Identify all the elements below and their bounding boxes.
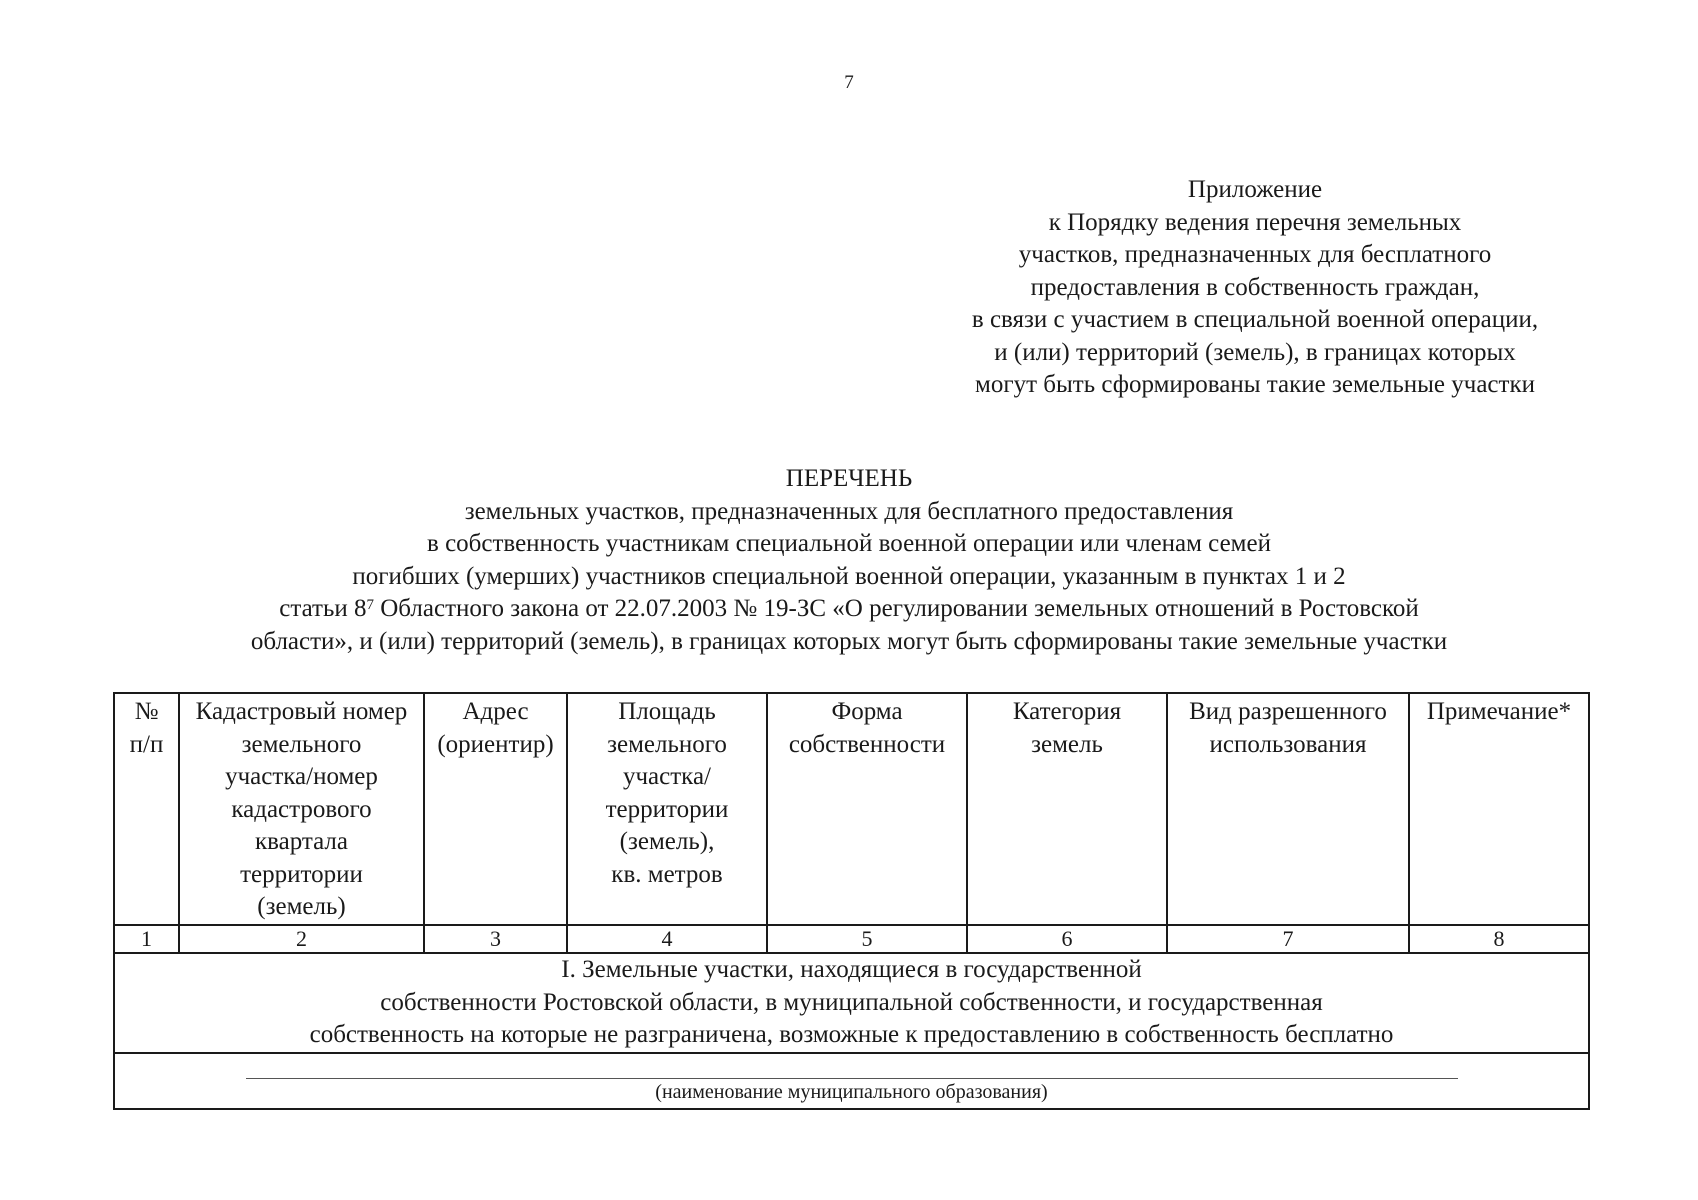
- appendix-line: Приложение: [1187, 176, 1323, 203]
- section-title-line: I. Земельные участки, находящиеся в государственной: [561, 956, 1142, 983]
- header-text: (ориентир): [437, 730, 554, 758]
- column-number: 1: [114, 925, 179, 953]
- title-line-part: Областного закона от 22.07.2003 № 19-ЗС «О регулировании земельных отношений в Ростовской: [374, 595, 1419, 622]
- appendix-line: к Порядку ведения перечня земельных: [1048, 208, 1462, 236]
- column-number-row: [114, 925, 1589, 953]
- header-text: территории: [240, 860, 363, 888]
- header-cell-cadastral: [179, 693, 424, 925]
- header-text: земельного: [241, 730, 362, 758]
- header-text: земель: [1031, 730, 1103, 758]
- column-number: 5: [767, 925, 967, 953]
- column-number: 3: [424, 925, 567, 953]
- appendix-line: предоставления в собственность граждан,: [1030, 273, 1480, 301]
- header-cell-address: [424, 693, 567, 925]
- header-text: собственности: [788, 730, 946, 758]
- header-text: Площадь: [618, 698, 716, 725]
- municipality-cell: [114, 1053, 1589, 1109]
- title-heading: ПЕРЕЧЕНЬ: [785, 465, 913, 492]
- header-cell-note: [1409, 693, 1589, 925]
- appendix-line: могут быть сформированы такие земельные участки: [975, 371, 1535, 398]
- column-number: 7: [1167, 925, 1409, 953]
- header-text: Вид разрешенного: [1189, 698, 1387, 725]
- header-text: использования: [1209, 730, 1367, 758]
- header-cell-category: [967, 693, 1167, 925]
- title-line-part: статьи 8: [279, 595, 367, 622]
- header-text: квартала: [254, 828, 348, 855]
- header-text: Кадастровый номер: [195, 698, 408, 725]
- header-text: (земель): [257, 893, 346, 920]
- header-cell-ownership: [767, 693, 967, 925]
- section-row: [114, 953, 1589, 1053]
- header-text: кадастрового: [231, 795, 372, 823]
- header-text: земельного: [607, 730, 727, 758]
- header-cell-area: [567, 693, 767, 925]
- header-text: Категория: [1012, 698, 1122, 725]
- land-plots-table: [113, 692, 1590, 1110]
- header-text: участка/номер: [225, 763, 378, 790]
- section-title-line: собственность на которые не разграничена, возможные к предоставлению в собственность бесплатно: [309, 1021, 1394, 1048]
- column-number: 4: [567, 925, 767, 953]
- column-number: 2: [179, 925, 424, 953]
- document-title: [0, 463, 1698, 658]
- column-number: 6: [967, 925, 1167, 953]
- header-text: Адрес: [462, 698, 529, 725]
- header-text: участка/: [622, 763, 711, 790]
- appendix-line: и (или) территорий (земель), в границах которых: [994, 338, 1516, 366]
- municipality-row: [114, 1053, 1589, 1109]
- header-row: [114, 693, 1589, 925]
- title-line: области», и (или) территорий (земель), в границах которых могут быть сформированы такие земельные участки: [250, 627, 1448, 655]
- title-line: в собственность участникам специальной военной операции или членам семей: [427, 530, 1271, 557]
- header-text: территории: [605, 795, 729, 823]
- appendix-line: участков, предназначенных для бесплатного: [1018, 241, 1492, 268]
- header-text: кв. метров: [611, 860, 723, 888]
- section-title: [114, 953, 1589, 1053]
- municipality-caption: (наименование муниципального образования): [655, 1080, 1048, 1103]
- appendix-reference: [905, 174, 1605, 402]
- column-number: 8: [1409, 925, 1589, 953]
- header-cell-number: [114, 693, 179, 925]
- title-line: погибших (умерших) участников специальной военной операции, указанным в пунктах 1 и 2: [352, 562, 1346, 590]
- title-superscript: 7: [366, 597, 374, 613]
- header-text: Форма: [831, 698, 903, 725]
- header-text: Примечание*: [1426, 698, 1572, 725]
- header-text: №: [134, 698, 159, 725]
- header-text: (земель),: [619, 828, 715, 855]
- appendix-line: в связи с участием в специальной военной операции,: [971, 306, 1539, 333]
- section-title-line: собственности Ростовской области, в муниципальной собственности, и государственная: [380, 988, 1323, 1016]
- title-line: [0, 593, 1698, 626]
- page-number: 7: [844, 72, 854, 93]
- title-line: земельных участков, предназначенных для бесплатного предоставления: [464, 497, 1234, 525]
- header-text: п/п: [129, 730, 164, 758]
- header-cell-permitted-use: [1167, 693, 1409, 925]
